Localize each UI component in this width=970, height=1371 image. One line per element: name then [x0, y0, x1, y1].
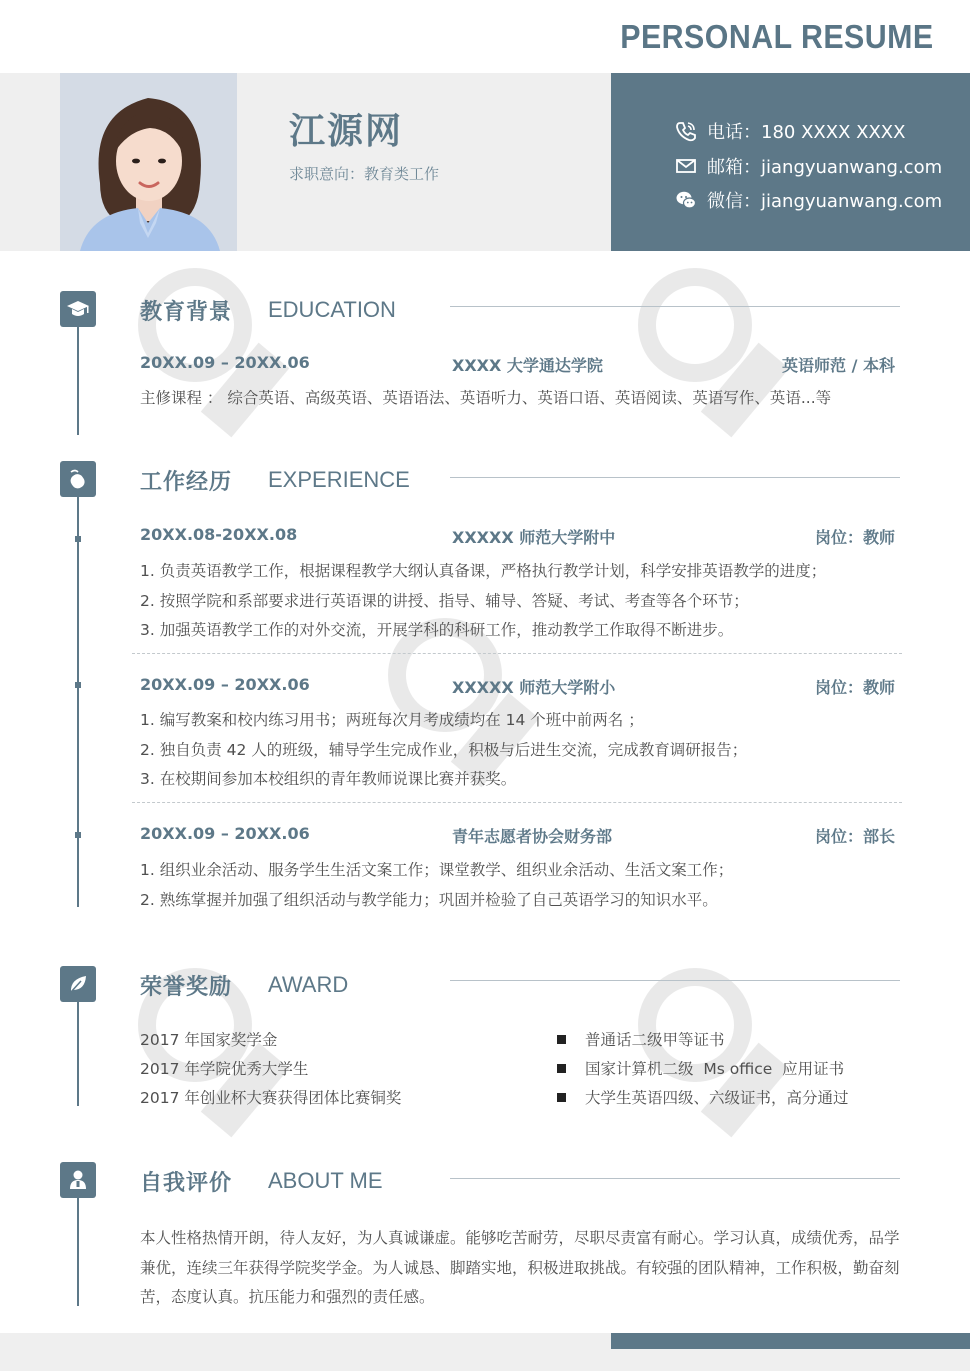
timeline-dot — [75, 832, 81, 838]
phone-text: 电话：180 XXXX XXXX — [707, 122, 906, 143]
job-duty: 2. 按照学院和系部要求进行英语课的讲授、指导、辅导、答疑、考试、考查等各个环节； — [140, 592, 749, 610]
job-intent: 求职意向：教育类工作 — [289, 165, 440, 183]
section-divider — [450, 1178, 900, 1179]
dashed-divider — [132, 802, 902, 803]
section-title-education-en: EDUCATION — [268, 297, 396, 322]
timeline-dot — [75, 682, 81, 688]
timeline-dot — [75, 536, 81, 542]
section-title-award-en: AWARD — [268, 972, 349, 997]
job-period: 20XX.09 – 20XX.06 — [140, 675, 310, 694]
award-item: 2017 年学院优秀大学生 — [140, 1060, 309, 1078]
certificate-text: 普通话二级甲等证书 — [585, 1031, 725, 1049]
mouse-icon — [60, 461, 96, 497]
contact-wechat — [675, 187, 942, 213]
about-text: 本人性格热情开朗，待人友好，为人真诚谦虚。能够吃苦耐劳，尽职尽责富有耐心。学习认真，成绩优秀，品学兼优，连续三年获得学院奖学金。为人诚恳、脚踏实地，积极进取挑战。有较强的团队精神，工作积极，勤奋刻苦，态度认真。抗压能力和强烈的责任感。 — [140, 1229, 900, 1306]
bullet-square-icon — [557, 1064, 566, 1073]
candidate-name: 江源网 — [289, 111, 404, 152]
email-text: 邮箱：jiangyuanwang.com — [707, 157, 943, 178]
timeline-line — [77, 1198, 79, 1306]
certificate-text: 大学生英语四级、六级证书，高分通过 — [585, 1089, 849, 1107]
education-school: XXXX 大学通达学院 — [452, 356, 603, 375]
job-role: 岗位：部长 — [814, 827, 895, 846]
job-role: 岗位：教师 — [814, 678, 895, 697]
footer-accent — [611, 1333, 970, 1349]
document-title: PERSONAL RESUME — [620, 18, 934, 55]
user-icon — [60, 1162, 96, 1198]
job-duty: 1. 组织业余活动、服务学生生活文案工作；课堂教学、组织业余活动、生活文案工作； — [140, 861, 734, 879]
job-duty: 2. 独自负责 42 人的班级，辅导学生完成作业，积极与后进生交流，完成教育调研报告； — [140, 741, 748, 759]
wechat-icon — [675, 189, 697, 211]
section-divider — [450, 477, 900, 478]
section-divider — [450, 306, 900, 307]
job-duty: 2. 熟练掌握并加强了组织活动与教学能力；巩固并检验了自己英语学习的知识水平。 — [140, 891, 718, 909]
section-divider — [450, 980, 900, 981]
section-title-education: 教育背景 — [140, 300, 233, 325]
certificate-item — [557, 1028, 725, 1050]
wechat-text: 微信：jiangyuanwang.com — [707, 191, 943, 212]
graduation-cap-icon — [60, 291, 96, 327]
job-duty: 1. 负责英语教学工作，根据课程教学大纲认真备课，严格执行教学计划，科学安排英语教学的进度； — [140, 562, 827, 580]
job-period: 20XX.09 – 20XX.06 — [140, 824, 310, 843]
dashed-divider — [132, 653, 902, 654]
certificate-item — [557, 1086, 849, 1108]
job-duty: 1. 编写教案和校内练习用书；两班每次月考成绩均在 14 个班中前两名 ； — [140, 711, 644, 729]
section-title-experience-en: EXPERIENCE — [268, 467, 410, 492]
bullet-square-icon — [557, 1093, 566, 1102]
job-period: 20XX.08-20XX.08 — [140, 525, 298, 544]
job-role: 岗位：教师 — [814, 528, 895, 547]
award-item: 2017 年创业杯大赛获得团体比赛铜奖 — [140, 1089, 402, 1107]
education-degree: 英语师范 / 本科 — [782, 356, 895, 375]
job-duty: 3. 在校期间参加本校组织的青年教师说课比赛并获奖。 — [140, 770, 517, 788]
job-org: 青年志愿者协会财务部 — [452, 827, 613, 846]
timeline-line — [77, 1002, 79, 1106]
phone-icon — [675, 120, 697, 142]
certificate-text: 国家计算机二级 Ms office 应用证书 — [585, 1060, 845, 1078]
section-title-award: 荣誉奖励 — [140, 975, 233, 1000]
timeline-line — [77, 327, 79, 435]
job-org: XXXXX 师范大学附中 — [452, 528, 616, 547]
job-duty: 3. 加强英语教学工作的对外交流，开展学科的科研工作，推动教学工作取得不断进步。 — [140, 621, 734, 639]
contact-email — [675, 153, 942, 179]
education-courses: 主修课程 ： 综合英语、高级英语、英语语法、英语听力、英语口语、英语阅读、英语写作、英语...等 — [140, 389, 832, 407]
leaf-icon — [60, 966, 96, 1002]
job-org: XXXXX 师范大学附小 — [452, 678, 616, 697]
section-title-experience: 工作经历 — [140, 470, 233, 495]
section-title-about-en: ABOUT ME — [268, 1168, 383, 1193]
contact-phone — [675, 118, 905, 144]
timeline-line — [77, 497, 79, 907]
section-title-about: 自我评价 — [140, 1171, 233, 1196]
certificate-item — [557, 1057, 844, 1079]
bullet-square-icon — [557, 1035, 566, 1044]
award-item: 2017 年国家奖学金 — [140, 1031, 278, 1049]
mail-icon — [675, 155, 697, 177]
education-period: 20XX.09 – 20XX.06 — [140, 353, 310, 372]
profile-photo — [60, 73, 237, 251]
